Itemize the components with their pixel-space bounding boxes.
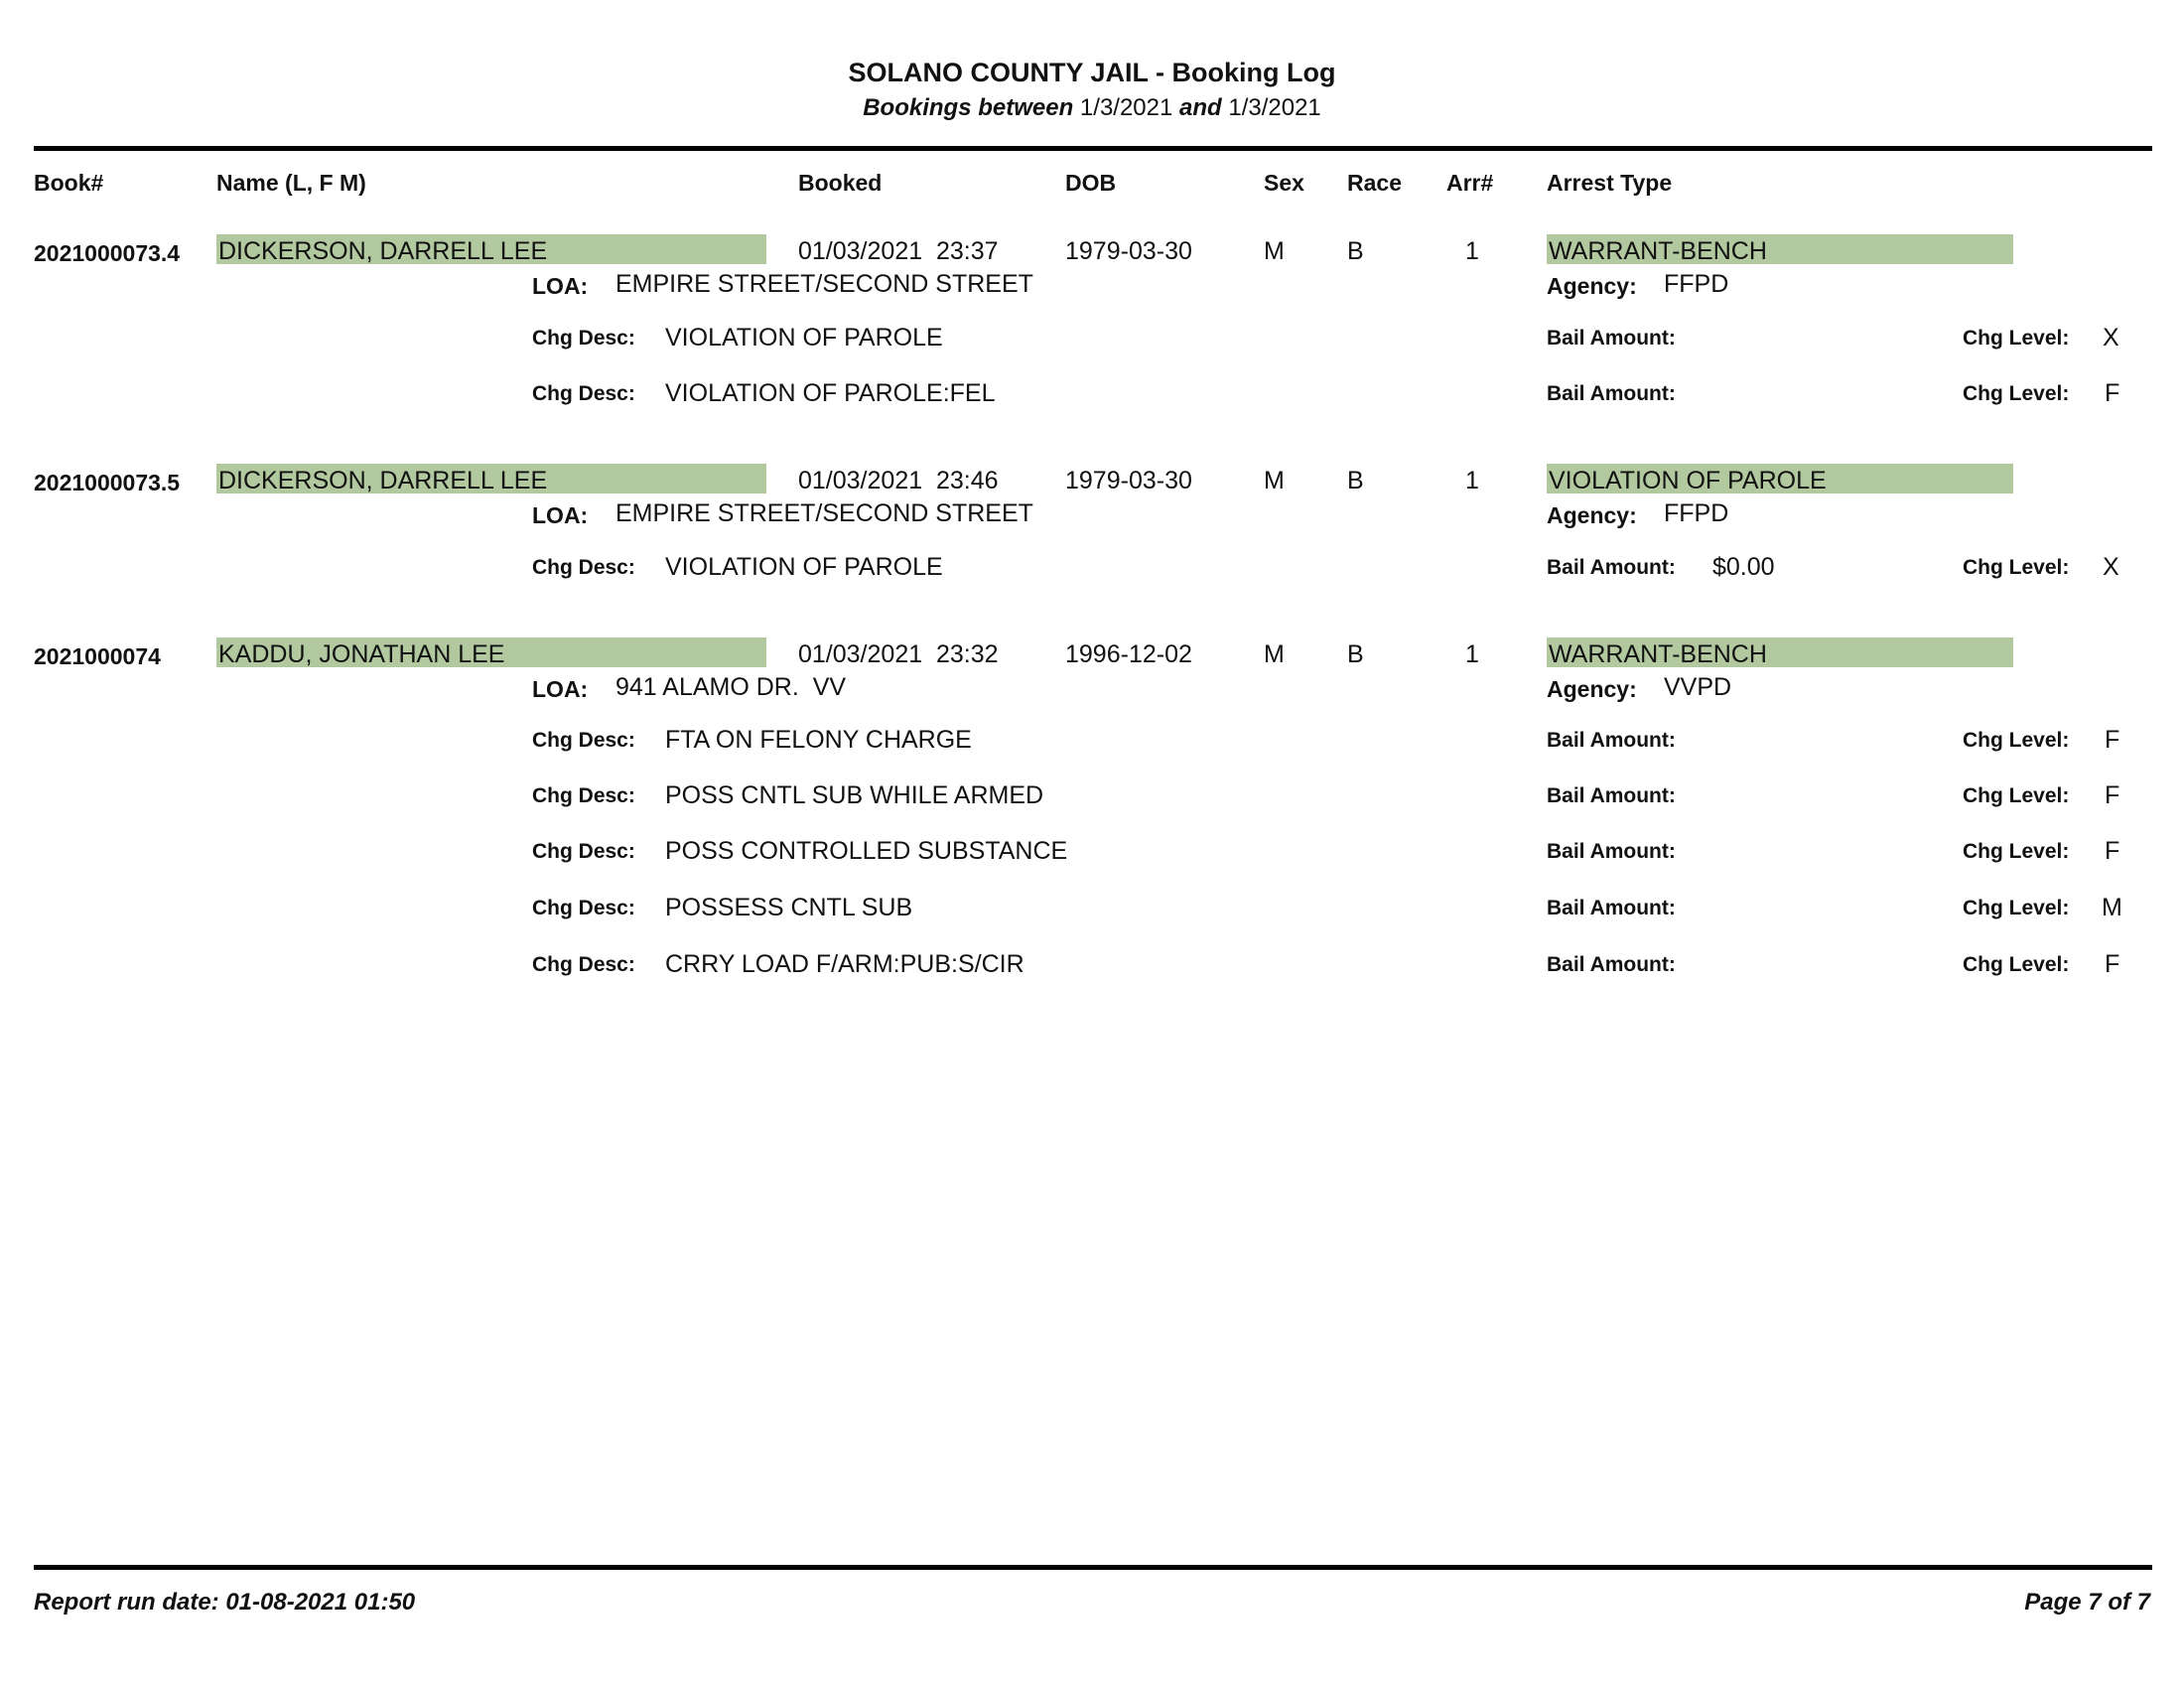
- bail-amount-label: Bail Amount:: [1547, 556, 1676, 579]
- chg-level-label: Chg Level:: [1963, 729, 2070, 752]
- arrest-type: VIOLATION OF PAROLE: [1547, 464, 2013, 493]
- booking-arr: 1: [1465, 640, 1479, 668]
- col-header-race: Race: [1347, 170, 1402, 196]
- agency-label: Agency:: [1547, 273, 1637, 299]
- report-subtitle: [0, 94, 2184, 122]
- arrest-type: WARRANT-BENCH: [1547, 234, 2013, 264]
- report-title: SOLANO COUNTY JAIL - Booking Log: [848, 58, 1336, 87]
- bail-amount-label: Bail Amount:: [1547, 840, 1676, 863]
- agency-label: Agency:: [1547, 676, 1637, 702]
- chg-level-label: Chg Level:: [1963, 840, 2070, 863]
- subtitle-to-date: 1/3/2021: [1228, 94, 1321, 121]
- bail-amount-label: Bail Amount:: [1547, 729, 1676, 752]
- chg-desc-label: Chg Desc:: [532, 382, 635, 405]
- chg-level-label: Chg Level:: [1963, 897, 2070, 919]
- chg-desc-label: Chg Desc:: [532, 729, 635, 752]
- chg-desc-label: Chg Desc:: [532, 327, 635, 350]
- chg-level-value: F: [2105, 781, 2120, 809]
- booking-dob: 1979-03-30: [1065, 467, 1192, 494]
- booking-sex: M: [1264, 237, 1285, 265]
- col-header-name: Name (L, F M): [216, 170, 366, 196]
- footer-divider: [34, 1565, 2152, 1570]
- chg-desc-value: POSSESS CNTL SUB: [665, 894, 913, 921]
- chg-desc-label: Chg Desc:: [532, 953, 635, 976]
- chg-desc-label: Chg Desc:: [532, 784, 635, 807]
- report-run-date: Report run date: 01-08-2021 01:50: [34, 1589, 416, 1616]
- booked-time: 23:46: [936, 467, 999, 494]
- chg-level-value: X: [2103, 324, 2119, 352]
- chg-desc-label: Chg Desc:: [532, 556, 635, 579]
- loa-value: EMPIRE STREET/SECOND STREET: [615, 499, 1033, 527]
- booking-dob: 1996-12-02: [1065, 640, 1192, 668]
- bail-amount-label: Bail Amount:: [1547, 382, 1676, 405]
- bail-amount-label: Bail Amount:: [1547, 327, 1676, 350]
- chg-level-value: X: [2103, 553, 2119, 581]
- booking-race: B: [1347, 640, 1364, 668]
- loa-value: 941 ALAMO DR. VV: [615, 673, 847, 701]
- agency-value: FFPD: [1664, 270, 1729, 298]
- booking-arr: 1: [1465, 237, 1479, 265]
- booking-name: DICKERSON, DARRELL LEE: [216, 464, 766, 493]
- chg-level-label: Chg Level:: [1963, 382, 2070, 405]
- subtitle-from-date: 1/3/2021: [1079, 94, 1173, 121]
- booking-race: B: [1347, 237, 1364, 265]
- booking-number: 2021000074: [34, 643, 161, 669]
- subtitle-prefix: Bookings between: [863, 94, 1074, 121]
- bail-amount-label: Bail Amount:: [1547, 897, 1676, 919]
- chg-desc-value: VIOLATION OF PAROLE: [665, 553, 943, 581]
- chg-desc-value: VIOLATION OF PAROLE: [665, 324, 943, 352]
- bail-amount-label: Bail Amount:: [1547, 953, 1676, 976]
- col-header-booked: Booked: [798, 170, 883, 196]
- chg-level-label: Chg Level:: [1963, 556, 2070, 579]
- loa-value: EMPIRE STREET/SECOND STREET: [615, 270, 1033, 298]
- chg-desc-value: CRRY LOAD F/ARM:PUB:S/CIR: [665, 950, 1024, 978]
- chg-level-value: F: [2105, 726, 2120, 754]
- booked-time: 23:32: [936, 640, 999, 668]
- chg-desc-value: POSS CNTL SUB WHILE ARMED: [665, 781, 1044, 809]
- booked-date: 01/03/2021: [798, 467, 923, 494]
- col-header-dob: DOB: [1065, 170, 1117, 196]
- col-header-arr: Arr#: [1446, 170, 1494, 196]
- booking-name: KADDU, JONATHAN LEE: [216, 637, 766, 667]
- agency-value: VVPD: [1664, 673, 1732, 701]
- subtitle-and: and: [1179, 94, 1222, 121]
- booked-date: 01/03/2021: [798, 237, 923, 265]
- chg-level-value: F: [2105, 837, 2120, 865]
- chg-desc-value: POSS CONTROLLED SUBSTANCE: [665, 837, 1068, 865]
- booking-name: DICKERSON, DARRELL LEE: [216, 234, 766, 264]
- chg-desc-label: Chg Desc:: [532, 897, 635, 919]
- chg-level-value: F: [2105, 379, 2120, 407]
- agency-label: Agency:: [1547, 502, 1637, 528]
- chg-desc-label: Chg Desc:: [532, 840, 635, 863]
- booking-number: 2021000073.4: [34, 240, 181, 266]
- bail-amount-label: Bail Amount:: [1547, 784, 1676, 807]
- booking-arr: 1: [1465, 467, 1479, 494]
- booking-sex: M: [1264, 640, 1285, 668]
- page-number: Page 7 of 7: [2024, 1589, 2150, 1616]
- col-header-book: Book#: [34, 170, 104, 196]
- chg-desc-value: VIOLATION OF PAROLE:FEL: [665, 379, 996, 407]
- col-header-sex: Sex: [1264, 170, 1304, 196]
- col-header-arrest-type: Arrest Type: [1547, 170, 1673, 196]
- chg-desc-value: FTA ON FELONY CHARGE: [665, 726, 972, 754]
- chg-level-value: F: [2105, 950, 2120, 978]
- booking-race: B: [1347, 467, 1364, 494]
- chg-level-label: Chg Level:: [1963, 953, 2070, 976]
- chg-level-label: Chg Level:: [1963, 327, 2070, 350]
- bail-amount-value: $0.00: [1712, 553, 1775, 581]
- loa-label: LOA:: [532, 676, 589, 702]
- booked-date: 01/03/2021: [798, 640, 923, 668]
- arrest-type: WARRANT-BENCH: [1547, 637, 2013, 667]
- chg-level-value: M: [2102, 894, 2122, 921]
- loa-label: LOA:: [532, 502, 589, 528]
- booked-time: 23:37: [936, 237, 999, 265]
- loa-label: LOA:: [532, 273, 589, 299]
- booking-number: 2021000073.5: [34, 470, 181, 495]
- booking-dob: 1979-03-30: [1065, 237, 1192, 265]
- booking-sex: M: [1264, 467, 1285, 494]
- header-divider: [34, 146, 2152, 151]
- chg-level-label: Chg Level:: [1963, 784, 2070, 807]
- agency-value: FFPD: [1664, 499, 1729, 527]
